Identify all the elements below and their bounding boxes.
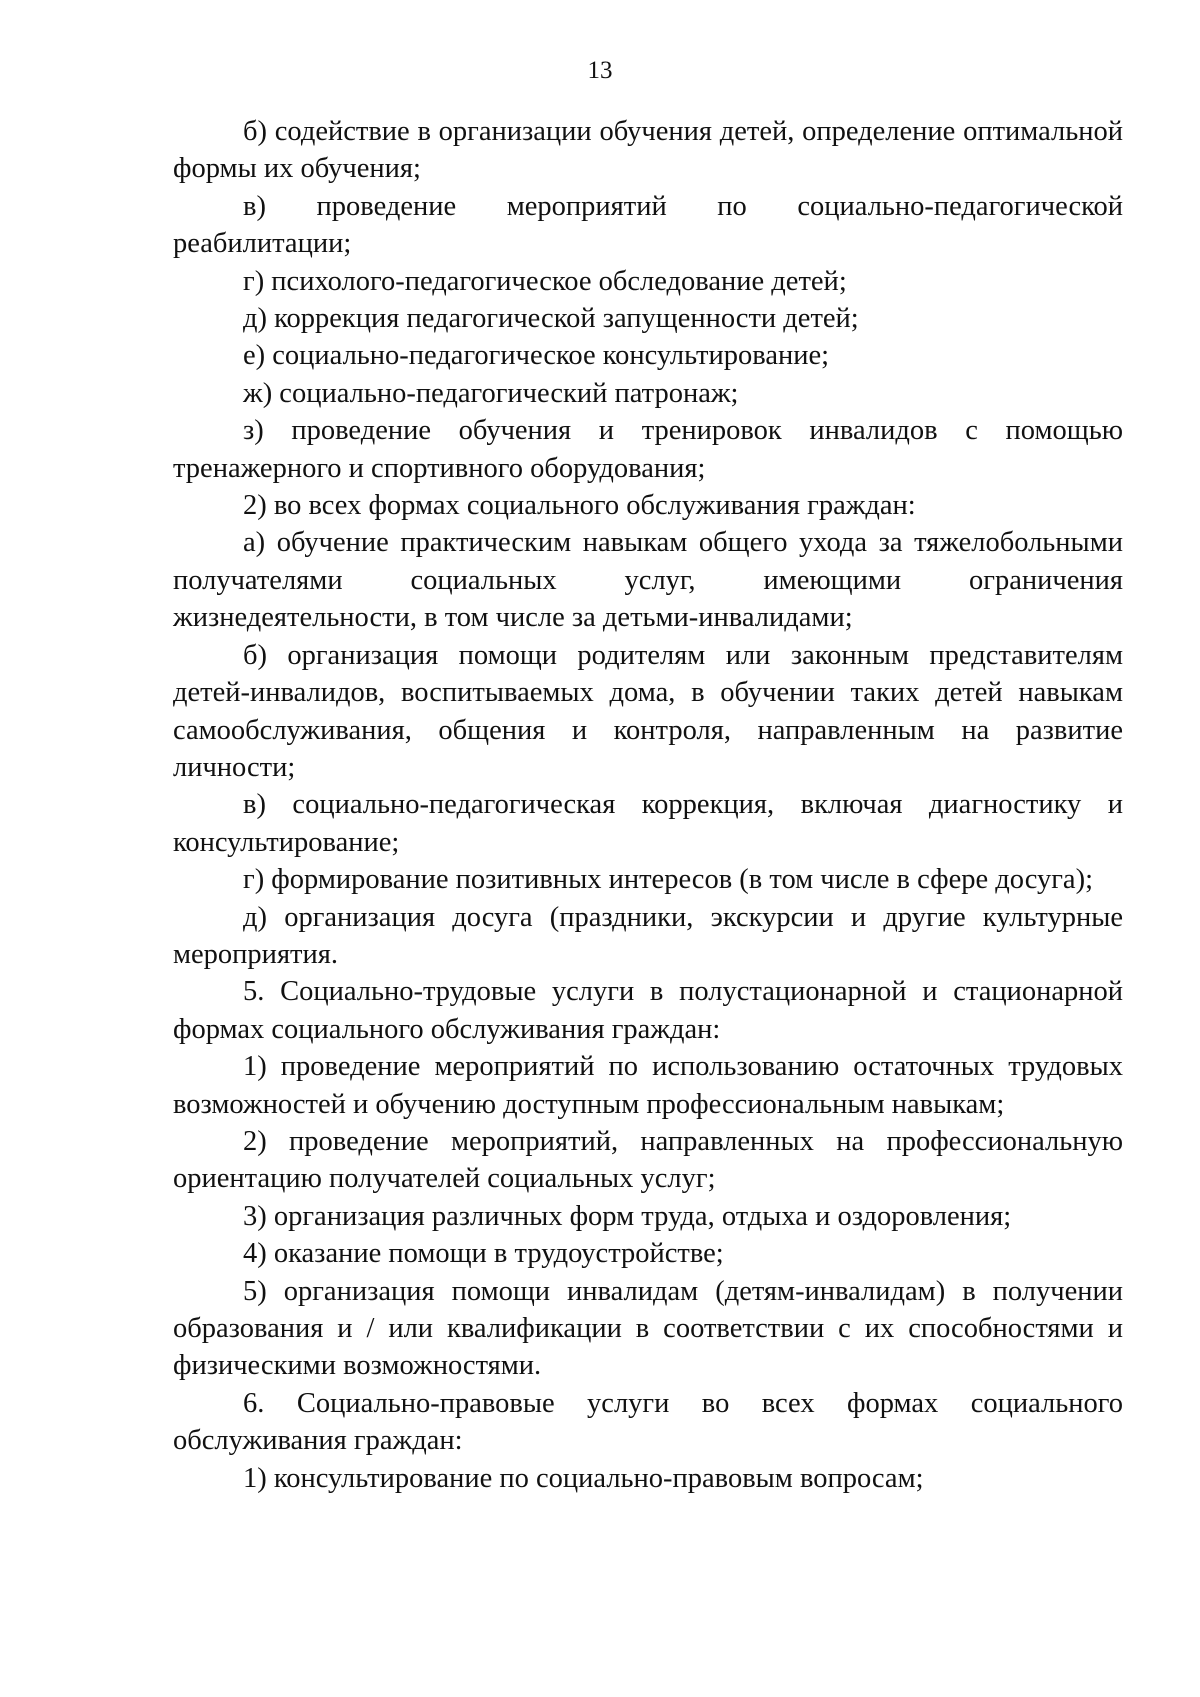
paragraph: в) проведение мероприятий по социально-педагогической реабилитации; xyxy=(173,190,1123,260)
paragraph: б) содействие в организации обучения детей, определение оптимальной формы их обучения; xyxy=(173,116,1123,185)
document-body xyxy=(173,113,1123,1497)
paragraph: г) формирование позитивных интересов (в том числе в сфере досуга); xyxy=(243,864,1093,896)
paragraph: д) коррекция педагогической запущенности детей; xyxy=(243,303,859,335)
paragraph: г) психолого-педагогическое обследование детей; xyxy=(243,265,847,297)
paragraph: е) социально-педагогическое консультирование; xyxy=(243,340,830,372)
paragraph: 3) организация различных форм труда, отдыха и оздоровления; xyxy=(243,1200,1012,1232)
paragraph: 4) оказание помощи в трудоустройстве; xyxy=(243,1238,724,1270)
paragraph: 2) во всех формах социального обслуживания граждан: xyxy=(243,490,916,522)
section-heading-paragraph: 5. Социально-трудовые услуги в полустационарной и стационарной формах социального обслуживания граждан: xyxy=(173,976,1123,1045)
paragraph: 1) консультирование по социально-правовым вопросам; xyxy=(243,1462,924,1494)
section-heading-paragraph: 6. Социально-правовые услуги во всех формах социального обслуживания граждан: xyxy=(173,1387,1123,1457)
paragraph: 5) организация помощи инвалидам (детям-инвалидам) в получении образования и / или квалификации в соответствии с их способностями и физическими возможностями. xyxy=(173,1275,1123,1382)
paragraph: ж) социально-педагогический патронаж; xyxy=(243,377,739,409)
page-number: 13 xyxy=(587,57,613,84)
paragraph: б) организация помощи родителям или законным представителям детей-инвалидов, воспитываемых дома, в обучении таких детей навыкам самообслуживания, общения и контроля, направленным на развитие личности; xyxy=(173,639,1123,783)
paragraph: 2) проведение мероприятий, направленных на профессиональную ориентацию получателей социальных услуг; xyxy=(173,1125,1123,1195)
paragraph: з) проведение обучения и тренировок инвалидов с помощью тренажерного и спортивного оборудования; xyxy=(173,415,1123,484)
paragraph: в) социально-педагогическая коррекция, включая диагностику и консультирование; xyxy=(173,789,1123,858)
paragraph: а) обучение практическим навыкам общего ухода за тяжелобольными получателями социальных услуг, имеющими ограничения жизнедеятельности, в том числе за детьми-инвалидами; xyxy=(173,527,1123,634)
paragraph: 1) проведение мероприятий по использованию остаточных трудовых возможностей и обучению доступным профессиональным навыкам; xyxy=(173,1051,1123,1120)
paragraph: д) организация досуга (праздники, экскурсии и другие культурные мероприятия. xyxy=(173,901,1123,970)
